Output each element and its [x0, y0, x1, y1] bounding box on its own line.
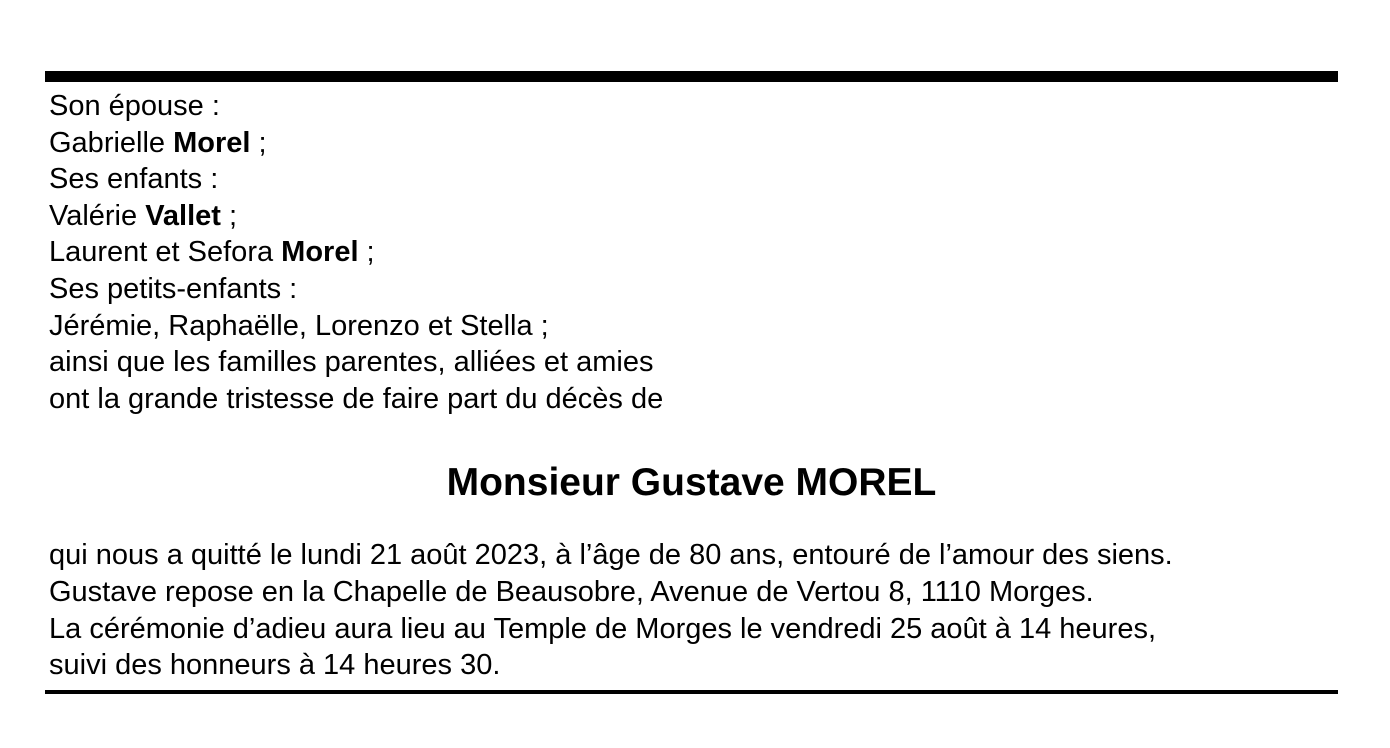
- bottom-rule: [45, 690, 1338, 694]
- top-rule: [45, 71, 1338, 82]
- spouse-surname: Morel: [173, 126, 251, 159]
- child-line-1: [49, 198, 1338, 235]
- grandchildren-heading: Ses petits-enfants :: [49, 272, 298, 305]
- children-heading: Ses enfants :: [49, 163, 219, 196]
- funeral-details: [49, 537, 1338, 683]
- deceased-name: Monsieur Gustave MOREL: [446, 461, 937, 505]
- child-2-suffix: ;: [358, 236, 375, 269]
- details-line-1: qui nous a quitté le lundi 21 août 2023, à l’âge de 80 ans, entouré de l’amour des siens.: [49, 539, 1173, 572]
- details-line-3: La cérémonie d’adieu aura lieu au Temple de Morges le vendredi 25 août à 14 heures,: [49, 612, 1157, 645]
- spouse-suffix: ;: [250, 126, 267, 159]
- details-line-2: Gustave repose en la Chapelle de Beausobre, Avenue de Vertou 8, 1110 Morges.: [49, 575, 1094, 608]
- relatives-line: ainsi que les familles parentes, alliées et amies: [49, 346, 654, 379]
- child-line-2: [49, 234, 1338, 271]
- announcement-line: ont la grande tristesse de faire part du décès de: [49, 382, 664, 415]
- spouse-line: [49, 125, 1338, 162]
- child-2-first-names: Laurent et Sefora: [49, 236, 282, 269]
- grandchildren-names: Jérémie, Raphaëlle, Lorenzo et Stella ;: [49, 309, 549, 342]
- child-1-surname: Vallet: [145, 199, 221, 232]
- child-1-suffix: ;: [220, 199, 238, 232]
- spouse-heading: Son épouse :: [49, 90, 220, 122]
- details-line-4: suivi des honneurs à 14 heures 30.: [49, 649, 501, 682]
- death-notice: [45, 71, 1338, 694]
- spouse-first-name: Gabrielle: [49, 126, 174, 159]
- child-2-surname: Morel: [281, 236, 359, 269]
- family-list: [49, 88, 1338, 417]
- child-1-first-name: Valérie: [49, 199, 146, 232]
